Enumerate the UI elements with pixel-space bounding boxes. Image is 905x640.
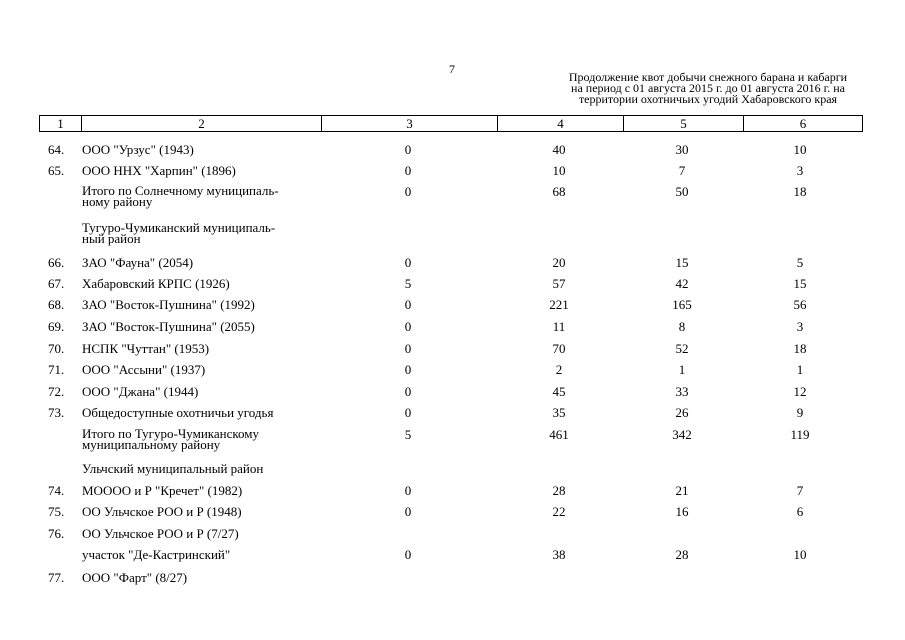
row-value-c4: 35 [552,405,566,420]
row-value-c3: 0 [404,142,412,157]
header-cell-6: 6 [799,116,807,131]
row-value-c5: 15 [675,255,689,270]
header-cell-3: 3 [322,116,498,131]
row-value-c5: 52 [675,341,689,356]
header-cell-1: 1 [40,116,82,131]
table-header [39,115,863,132]
row-name-line: ному району [82,194,153,209]
header-cell-2: 2 [82,116,322,131]
row-number: 64. [48,142,65,157]
row-value-c6: 9 [796,405,804,420]
row-number: 75. [48,504,65,519]
row-value-c3: 0 [404,362,412,377]
row-name [82,320,332,333]
row-value-c5: 165 [672,297,692,312]
row-name [82,164,332,177]
row-value-c6: 12 [793,384,807,399]
row-value-c6: 119 [790,427,810,442]
row-value-c5: 26 [675,405,689,420]
row-value-c6: 6 [796,504,804,519]
row-name-line: ООО "Джана" (1944) [82,384,199,399]
row-value-c3: 0 [404,184,412,199]
row-value-c5: 33 [675,384,689,399]
row-value-c5: 50 [675,184,689,199]
header-cell-4: 4 [498,116,624,131]
row-name [82,222,332,244]
row-value-c6: 56 [793,297,807,312]
row-name-line: ОО Ульчское РОО и Р (7/27) [82,526,239,541]
row-value-c3: 5 [404,427,412,442]
row-value-c3: 0 [404,163,412,178]
row-name-line: Тугуро-Чумиканский муниципаль- [82,220,276,235]
row-name-line: участок "Де-Кастринский" [82,547,231,562]
row-value-c4: 68 [552,184,566,199]
row-value-c4: 20 [552,255,566,270]
row-name [82,571,332,584]
row-value-c3: 0 [404,547,412,562]
row-name [82,256,332,269]
row-value-c4: 40 [552,142,566,157]
row-name-line: Итого по Солнечному муниципаль- [82,183,279,198]
row-name [82,363,332,376]
page-number: 7 [449,62,455,76]
row-number: 66. [48,255,65,270]
row-value-c4: 70 [552,341,566,356]
row-name-line: МОООО и Р "Кречет" (1982) [82,483,243,498]
row-name [82,527,332,540]
row-name-line: ЗАО "Фауна" (2054) [82,255,194,270]
row-name-line: ООО "Ассыни" (1937) [82,362,206,377]
row-name-line: Общедоступные охотничьи угодья [82,405,274,420]
row-name [82,406,332,419]
row-number: 65. [48,163,65,178]
row-number: 72. [48,384,65,399]
row-name-line: ООО ННХ "Харпин" (1896) [82,163,236,178]
row-value-c4: 2 [555,362,563,377]
row-value-c6: 7 [796,483,804,498]
row-value-c4: 221 [549,297,569,312]
row-name-line: Хабаровский КРПС (1926) [82,276,230,291]
row-value-c6: 3 [796,163,804,178]
row-name-line: ООО "Фарт" (8/27) [82,570,188,585]
row-number: 70. [48,341,65,356]
caption-line: территории охотничьих угодий Хабаровского края [578,92,838,106]
row-number: 74. [48,483,65,498]
row-number: 71. [48,362,65,377]
row-value-c4: 57 [552,276,566,291]
row-value-c3: 0 [404,384,412,399]
row-value-c4: 461 [549,427,569,442]
row-value-c5: 1 [678,362,686,377]
row-name [82,277,332,290]
row-name [82,298,332,311]
row-value-c4: 28 [552,483,566,498]
row-value-c3: 0 [404,405,412,420]
row-value-c4: 10 [552,163,566,178]
row-value-c3: 0 [404,483,412,498]
row-value-c6: 5 [796,255,804,270]
row-value-c4: 38 [552,547,566,562]
row-number: 73. [48,405,65,420]
row-name [82,185,332,207]
row-value-c6: 15 [793,276,807,291]
row-name-line: НСПК "Чуттан" (1953) [82,341,210,356]
row-name [82,462,332,475]
row-name-line: муниципальному району [82,437,221,452]
row-value-c6: 1 [796,362,804,377]
row-number: 67. [48,276,65,291]
row-name [82,385,332,398]
row-value-c3: 0 [404,297,412,312]
row-value-c6: 10 [793,142,807,157]
row-value-c3: 0 [404,341,412,356]
row-value-c5: 30 [675,142,689,157]
row-number: 69. [48,319,65,334]
row-value-c5: 28 [675,547,689,562]
row-value-c3: 5 [404,276,412,291]
row-name-line: ный район [82,231,141,246]
row-name [82,342,332,355]
row-value-c5: 42 [675,276,689,291]
row-value-c5: 16 [675,504,689,519]
row-name-line: ЗАО "Восток-Пушнина" (1992) [82,297,255,312]
row-value-c4: 45 [552,384,566,399]
row-number: 76. [48,526,65,541]
row-value-c6: 18 [793,341,807,356]
row-value-c4: 22 [552,504,566,519]
row-value-c4: 11 [552,319,566,334]
row-number: 77. [48,570,65,585]
row-name-line: ЗАО "Восток-Пушнина" (2055) [82,319,255,334]
row-name-line: Ульчский муниципальный район [82,461,264,476]
row-name [82,484,332,497]
row-name [82,548,332,561]
header-cell-5: 5 [624,116,744,131]
row-value-c5: 21 [675,483,689,498]
row-name [82,143,332,156]
row-name-line: ОО Ульчское РОО и Р (1948) [82,504,242,519]
table-caption [548,72,868,105]
row-name-line: ООО "Урзус" (1943) [82,142,194,157]
row-name-line: Итого по Тугуро-Чумиканскому [82,426,260,441]
row-value-c6: 18 [793,184,807,199]
caption-line: на период с 01 августа 2015 г. до 01 августа 2016 г. на [571,81,845,95]
row-value-c3: 0 [404,504,412,519]
row-value-c6: 3 [796,319,804,334]
caption-line: Продолжение квот добычи снежного барана и кабарги [568,70,848,84]
row-value-c5: 7 [678,163,686,178]
row-value-c6: 10 [793,547,807,562]
row-value-c3: 0 [404,319,412,334]
row-value-c5: 8 [678,319,686,334]
row-value-c5: 342 [672,427,692,442]
row-value-c3: 0 [404,255,412,270]
row-number: 68. [48,297,65,312]
row-name [82,428,332,450]
row-name [82,505,332,518]
